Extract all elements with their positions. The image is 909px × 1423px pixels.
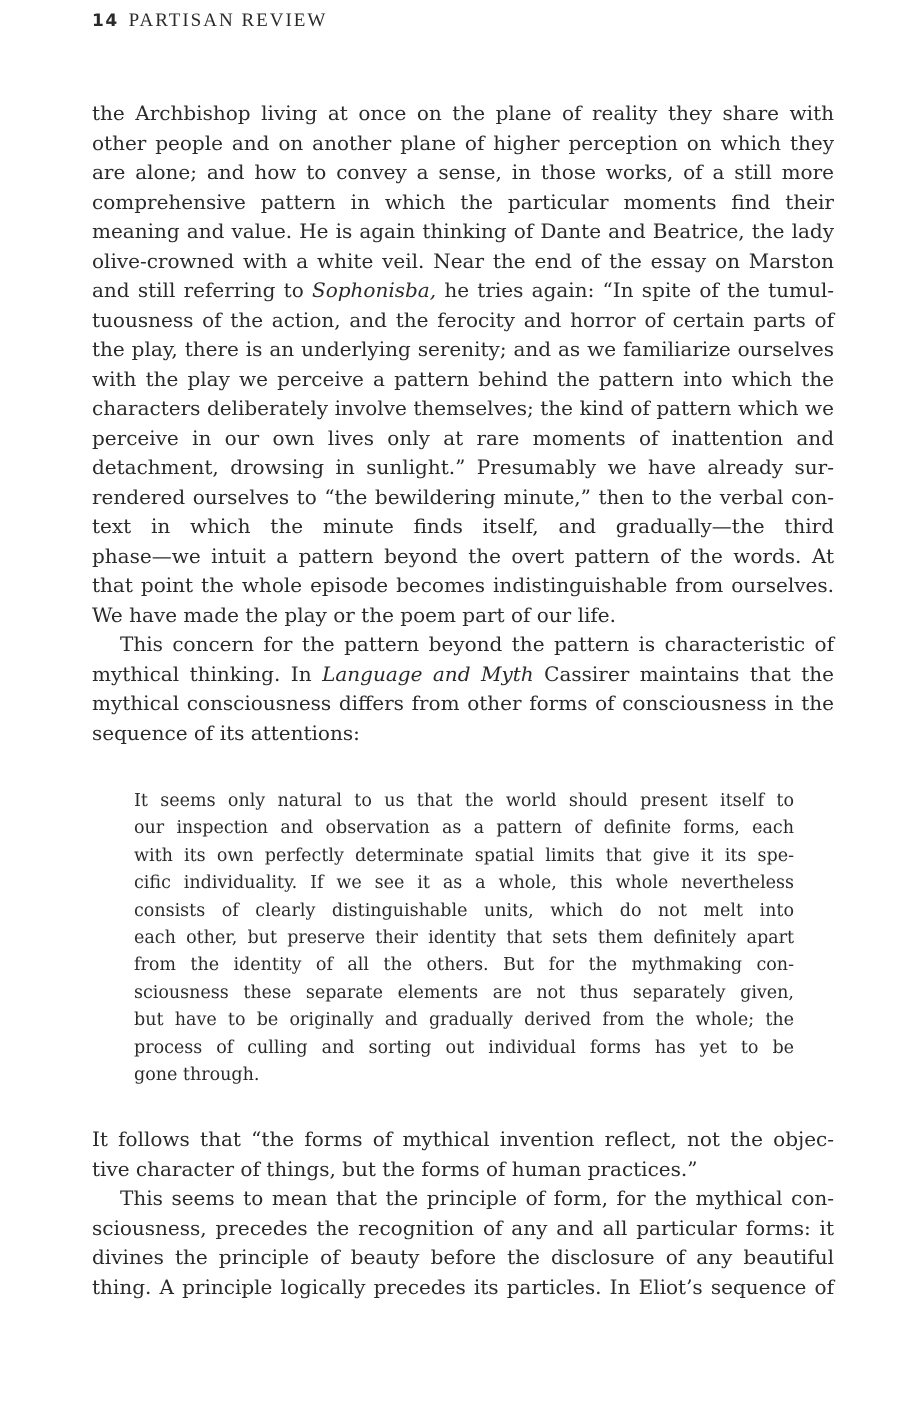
text-line: rendered ourselves to “the bewildering minute,” then to the verbal con- xyxy=(92,484,834,509)
text-line: characters deliberately involve themselves; the kind of pattern which we xyxy=(92,396,834,420)
quote-line: from the identity of all the others. But for the mythmaking con- xyxy=(134,955,794,976)
text-line: the play, there is an underlying serenity; and as we familiarize ourselves xyxy=(92,337,834,361)
page-number: 14 xyxy=(92,11,119,31)
text-line: the Archbishop living at once on the plane of reality they share with xyxy=(92,101,834,125)
text-line: thing. A principle logically precedes its particles. In Eliot’s sequence of xyxy=(92,1274,834,1299)
quote-line: gone through. xyxy=(134,1064,260,1085)
running-head xyxy=(92,10,327,32)
text-line: meaning and value. He is again thinking of Dante and Beatrice, the lady xyxy=(92,219,834,243)
quote-line: consists of clearly distinguishable units, which do not melt into xyxy=(134,900,794,921)
text-line-with-italic xyxy=(92,276,834,306)
text-line: sequence of its attentions: xyxy=(92,720,360,745)
quote-line: cific individuality. If we see it as a whole, this whole nevertheless xyxy=(134,873,794,894)
text-line: olive-crowned with a white veil. Near the end of the essay on Marston xyxy=(92,248,834,273)
block-quotation xyxy=(134,788,794,1089)
quote-line: our inspection and observation as a pattern of definite forms, each xyxy=(134,818,794,839)
quote-line: sciousness these separate elements are not thus separately given, xyxy=(134,982,794,1003)
text-line: This concern for the pattern beyond the pattern is characteristic of xyxy=(120,632,834,656)
text-line: divines the principle of beauty before the disclosure of any beautiful xyxy=(92,1245,834,1269)
quote-line: but have to be originally and gradually derived from the whole; the xyxy=(134,1010,794,1031)
text-line: perceive in our own lives only at rare moments of inattention and xyxy=(92,425,834,450)
text-line: with the play we perceive a pattern behind the pattern into which the xyxy=(92,366,834,391)
text-line: We have made the play or the poem part of our life. xyxy=(92,602,616,627)
text-run: he tries again: “In spite of the tumul- xyxy=(436,278,834,302)
text-line: sciousness, precedes the recognition of any and all particular forms: it xyxy=(92,1215,834,1240)
quote-line: process of culling and sorting out individual forms has yet to be xyxy=(134,1037,794,1058)
text-line: that point the whole episode becomes indistinguishable from ourselves. xyxy=(92,573,834,597)
text-run: mythical thinking. In xyxy=(92,661,323,686)
italic-title: Sophonisba, xyxy=(312,278,437,302)
text-line: mythical consciousness differs from other forms of consciousness in the xyxy=(92,691,834,715)
italic-title: Language and Myth xyxy=(322,661,534,686)
text-line: other people and on another plane of higher perception on which they xyxy=(92,130,834,155)
text-line: tuousness of the action, and the ferocity and horror of certain parts of xyxy=(92,307,834,332)
text-run: and still referring to xyxy=(92,278,312,302)
text-line: This seems to mean that the principle of form, for the mythical con- xyxy=(120,1186,834,1210)
text-line: text in which the minute finds itself, and gradually—the third xyxy=(92,514,834,538)
quote-line: with its own perfectly determinate spatial limits that give it its spe- xyxy=(134,845,794,866)
body-text-lower xyxy=(92,1125,834,1302)
text-line: detachment, drowsing in sunlight.” Presumably we have already sur- xyxy=(92,455,834,479)
text-run: Cassirer maintains that the xyxy=(533,661,834,686)
quote-line: It seems only natural to us that the world should present itself to xyxy=(134,791,794,811)
body-text-upper xyxy=(92,99,834,748)
text-line: tive character of things, but the forms of human practices.” xyxy=(92,1156,698,1181)
text-line: phase—we intuit a pattern beyond the overt pattern of the words. At xyxy=(92,543,834,568)
text-line: are alone; and how to convey a sense, in those works, of a still more xyxy=(92,160,834,184)
text-line-with-italic xyxy=(92,660,834,690)
text-line: It follows that “the forms of mythical invention reflect, not the objec- xyxy=(92,1127,834,1151)
journal-title: PARTISAN REVIEW xyxy=(128,10,328,31)
quote-line: each other, but preserve their identity that sets them definitely apart xyxy=(134,927,794,948)
text-line: comprehensive pattern in which the particular moments find their xyxy=(92,189,834,214)
